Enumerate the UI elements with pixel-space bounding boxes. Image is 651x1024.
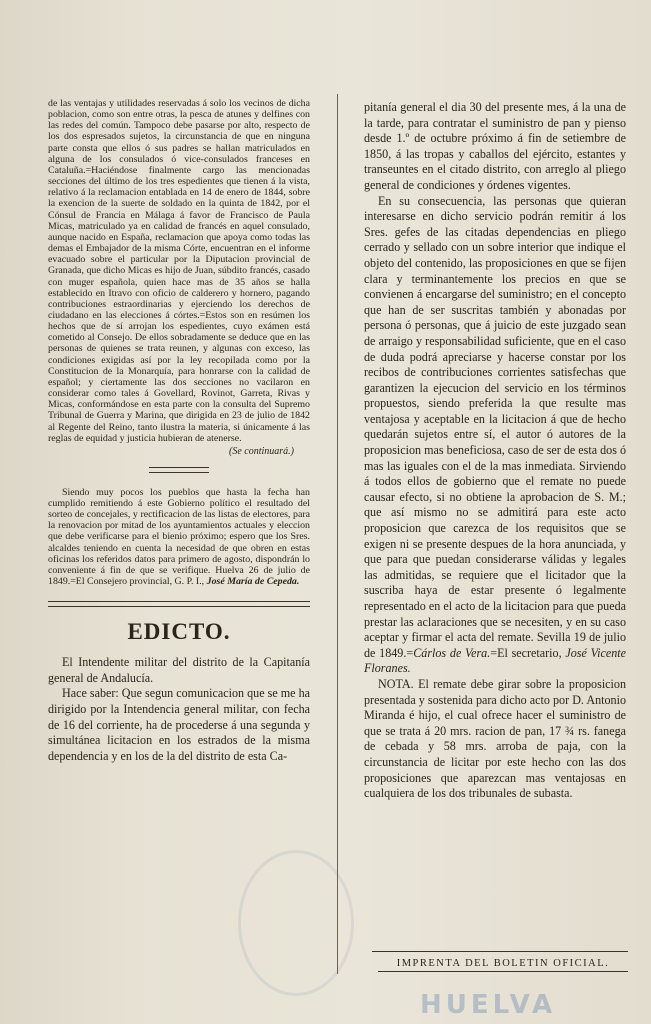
edicto-intro: El Intendente militar del distrito de la Capitanía general de Andalucía.: [48, 655, 310, 685]
right-column: [364, 100, 626, 1024]
edicto-conditions-paragraph: [364, 194, 626, 677]
edicto-body: Hace saber: Que segun comunicacion que se me ha dirigido por la Intendencia general militar, con fecha de 16 del corriente, ha de procederse á una segunda y simultánea licitacion en los estrados de la misma dependencia y en los de la del distrito de esta Ca-: [48, 686, 310, 763]
section-divider-wide: [48, 601, 310, 607]
gobierno-notice-text: Siendo muy pocos los pueblos que hasta la fecha han cumplido remitiendo á este Gobierno político el resultado del sorteo de concejales, y rectificacion de las listas de electores, para la renovacion por mitad de los ayuntamientos actuales y eleccion que debe verificarse para el bienio próximo; espero que los Sres. alcaldes teniendo en cuenta la necesidad de que obren en estas oficinas los referidos datos para primero de agosto, dispondrán lo conveniente á fin de que se verifique. Huelva 26 de julio de 1849.=El Consejero provincial, G. P. I.,: [48, 486, 310, 588]
secretary-label: =El secretario,: [490, 645, 562, 660]
gobierno-notice-paragraph: [48, 487, 310, 587]
column-rule: [337, 94, 338, 974]
continuation-note: (Se continuará.): [229, 445, 294, 457]
watermark-seal: [238, 850, 354, 996]
watermark-text: HUELVA: [420, 990, 557, 1020]
notice-signature: José María de Cepeda.: [206, 576, 300, 588]
nota-paragraph: NOTA. El remate debe girar sobre la proposicion presentada y sostenida para dicho acto por D. Antonio Miranda é hijo, el cual ofrece hacer el suministro de que se trata á 20 mrs. racion de pan, 17 ¾ rs. fanega de cebada y 58 mrs. arroba de paja, con la circunstancia de licitar por este hecho con las dos proposiciones que aparezcan mas ventajosas en cualquiera de los dos tribunales de subasta.: [364, 676, 626, 801]
secretary-signature: José Vicente Floranes.: [364, 645, 626, 676]
edicto-continuation-paragraph: pitanía general el dia 30 del presente mes, á la una de la tarde, para contratar el suministro de pan y pienso desde 1.º de octubre próximo á fin de setiembre de 1850, á las tropas y caballos del ejército, estantes y transeuntes en el citado distrito, con arreglo al pliego general de condiciones y órdenes vigentes.: [364, 100, 626, 192]
intendente-signature: Cárlos de Vera.: [413, 645, 491, 660]
edicto-conditions-text: En su consecuencia, las personas que quieran interesarse en dicho servicio podrán remitir á los Sres. gefes de las citadas dependencias en pliego cerrado y sellado con un sobre interior que indique el objeto del contenido, las proposiciones en que se fijen clara y terminantemente los precios en que se convienen á encargarse del suministro; en el concepto que han de ser suscritas también y abonadas por persona ó personas, que á juicio de este juzgado sean de arraigo y responsabilidad suficiente, que en el caso de duda podrá apreciarse y hacerse constar por los recibos de contribuciones corrientes satisfechas que garantizen la ejecucion del servicio en los términos propuestos, siendo preferida la que resulte mas ventajosa y aceptable en la licitacion á que de hecho quedarán sujetos entre sí, el autor ó autores de la proposicion mas beneficiosa, caso de ser de esta dos ó mas las iguales con el de la mas inmediata. Sirviendo á todos ellos de gobierno que el remate no puede causar efecto, si no obtiene la aprobacion de S. M.; que así mismo no se admitirá para este acto proposicion que carezca de los requisitos que se exigen ni se presente despues de la hora anunciada, y que para que puedan considerarse válidas y legales las admitidas, se requiere que el licitador que la suscriba haya de estar presente ó legalmente representado en el acto de la licitacion para que pueda prestar las aclaraciones que se necesiten, y en su caso aceptar y firmar el acta del remate. Sevilla 19 de julio de 1849.=: [364, 193, 626, 660]
imprint-rule: [372, 951, 628, 952]
consejo-report-paragraph: de las ventajas y utilidades reservadas á solo los vecinos de dicha poblacion, como son entre otras, la pesca de atunes y delfines con las redes del común. Tampoco debe pasarse por alto, respecto de los dos espresados sujetos, la circunstancia de que en ninguna parte consta que ellos ó sus padres se hallan matriculados en alguna de los consulados ó vice-consulados franceses en Cataluña.=Haciéndose finalmente cargo las mencionadas secciones del último de los tres espedientes que tienen á la vista, relativo á la reclamacion entablada en 14 de enero de 1844, sobre la exencion de la suerte de soldado en la quinta de 1842, por el Cónsul de Francia en Málaga á favor de Francisco de Paula Micas, matriculado ya en calidad de francés en aquel consulado, aunque nacido en España, reclamacion que apoya como todas las demas el Embajador de la misma Córte, encuentran en el informe evacuado sobre el particular por la Diputacion provincial de Granada, que dicho Micas es hijo de Juan, súbdito francés, casado con muger española, quien hace mas de 35 años se halla establecido en Itravo con oficio de calderero y hornero, pagando contribuciones estraordinarias y ejerciendo los derechos de ciudadano en las elecciones á córtes.=Estos son en resúmen los hechos que de sí arrojan los espedientes, cuyo exámen está cometido al Consejo. De ellos sobradamente se deduce que en las personas de quienes se trata reunen, y algunas con exceso, las condiciones exigidas así por la ley recopilada como por la Constitucion de la Monarquía, para honrarse con la calidad de español; y ciertamente las dos secciones no vacilaron en considerar como tales á Govellard, Rovinot, Garreta, Rivas y Micas, conformándose en esta parte con la consulta del Supremo Tribunal de Guerra y Marina, que dirigida en 23 de julio de 1842 al Regente del Reino, tanto ilustra la materia, si únicamente á las reglas de equidad y justicia hubieran de atenerse.: [48, 98, 310, 444]
edicto-heading: EDICTO.: [127, 619, 231, 645]
imprint-line: IMPRENTA DEL BOLETIN OFICIAL.: [378, 958, 628, 972]
section-divider: [149, 467, 209, 473]
